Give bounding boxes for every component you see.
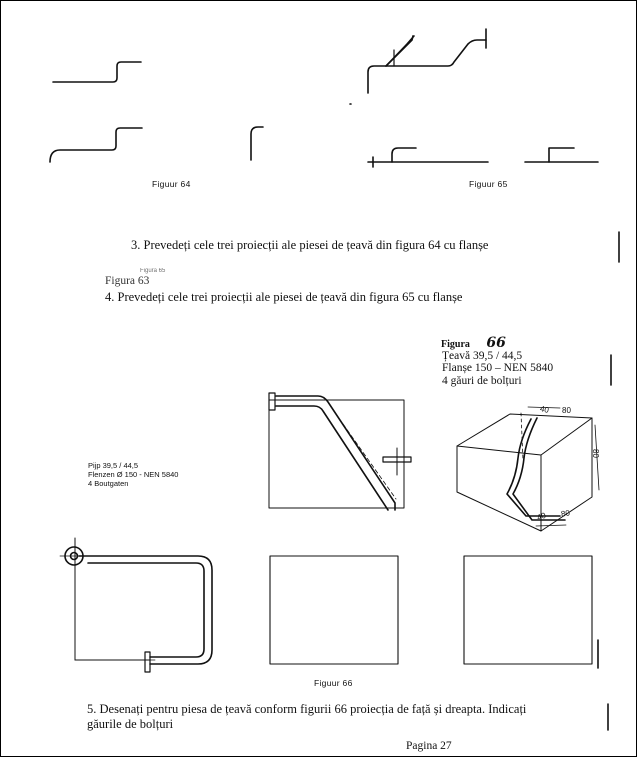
dim-top-80: 80 [562, 406, 571, 415]
exercise-4-text: 4. Prevedeți cele trei proiecții ale piesei de țeavă din figura 65 cu flanșe [105, 290, 463, 304]
figure-65-caption: Figuur 65 [469, 179, 508, 189]
dim-side-80: 80 [590, 449, 600, 458]
fig64-view-top [53, 62, 141, 82]
fig64-view-side [251, 127, 263, 160]
figure-65-drawing [350, 29, 598, 167]
figure-66-answer-boxes [270, 556, 592, 664]
page-number: Pagina 27 [406, 740, 452, 752]
exercise-3-text: 3. Prevedeți cele trei proiecții ale piesei de țeavă din figura 64 cu flanșe [131, 238, 489, 252]
figure-64-caption: Figuur 64 [152, 179, 191, 189]
figure-65-ghost-label: Figura 65 [140, 268, 166, 274]
figure-66-isometric [457, 407, 599, 531]
figure-66-front-view [269, 393, 411, 510]
dim-bottom-80: 80 [560, 508, 571, 519]
margin-marks [598, 232, 619, 730]
dutch-spec-holes: 4 Boutgaten [88, 479, 129, 488]
figure-66-spec-holes: 4 găuri de bolțuri [442, 375, 522, 387]
dim-bottom-40: 40 [535, 510, 548, 523]
figure-66-spec-pipe: Țeavă 39,5 / 44,5 [442, 350, 523, 362]
figure-66-label [441, 337, 506, 351]
figure-66-label-printed: Figura [441, 339, 470, 350]
figure-66-handwritten-number: 66 [486, 335, 506, 351]
dutch-spec-pipe: Pijp 39,5 / 44,5 [88, 461, 139, 470]
dutch-spec-flange: Flenzen Ø 150 - NEN 5840 [88, 470, 179, 479]
figure-66-spec-flange: Flanșe 150 – NEN 5840 [442, 362, 554, 374]
figure-66-caption: Figuur 66 [314, 678, 353, 688]
figure-66-top-view [60, 538, 212, 672]
figure-64-drawing [50, 62, 263, 162]
dim-top-40: 40 [539, 404, 550, 415]
fig64-view-front [50, 128, 142, 162]
exercise-5-line-1: 5. Desenați pentru piesa de țeavă conform figurii 66 proiecția de față și dreapta. Indicați [87, 702, 527, 716]
figure-63-ghost-label: Figura 63 [105, 275, 150, 287]
exercise-5-line-2: găurile de bolțuri [87, 717, 174, 731]
